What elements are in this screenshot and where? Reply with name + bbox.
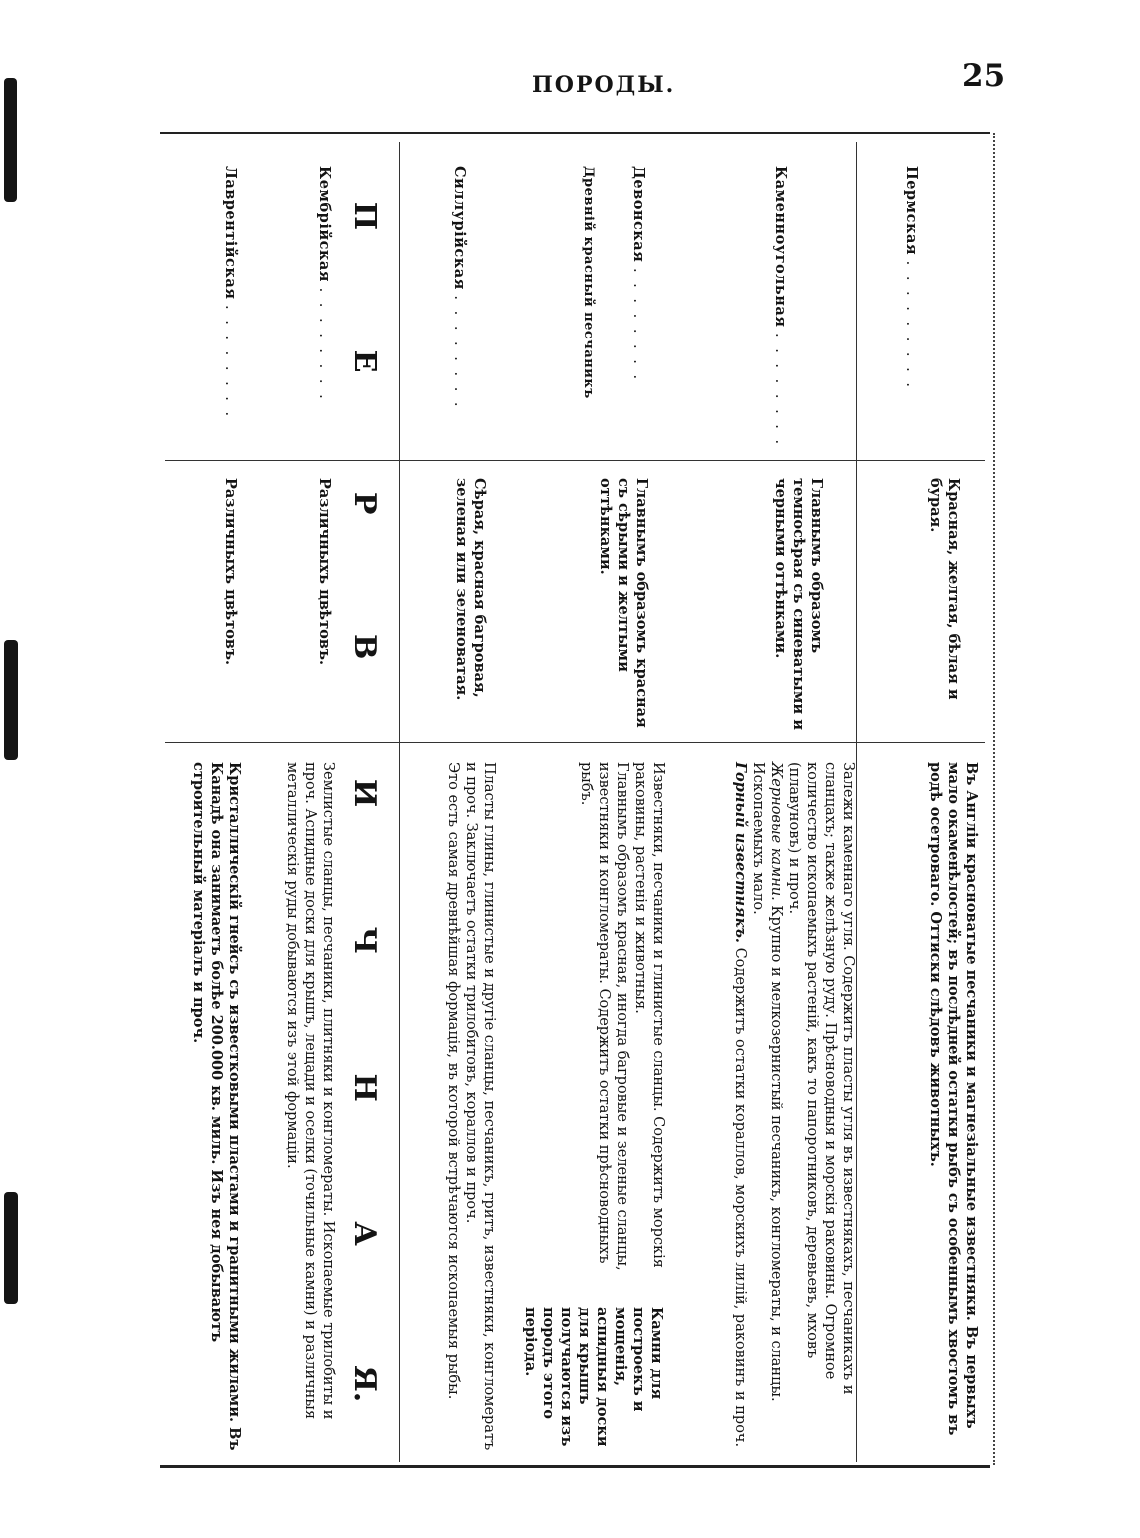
top-rule: [160, 132, 990, 134]
row-color: Главнымъ образомъ темносѣрая съ синеватыми и черными оттѣнками.: [772, 478, 825, 730]
row-name: Силлурійская . . . . . . . .: [451, 166, 468, 410]
row-color: Красная, желтая, бѣлая и бурая.: [927, 478, 962, 700]
row-side-note: Камни для построекъ и мощенія, аспидныя доски для крышъ получаются изъ породъ этого періода.: [522, 1307, 665, 1447]
row-sub-name: Древній красный песчаникъ: [581, 166, 596, 399]
scan-margin-mark: [4, 78, 17, 202]
row-description: Залежи каменнаго угля. Содержитъ пласты угля въ известнякахъ, песчаникахъ и сланцахъ; также желѣзную руду. Прѣсноводныя и морскія раковины. Огромное количество ископаемыхъ растеній, какъ то папоротниковъ, деревьевъ, мховъ (плавуновъ) и проч. Жерновые камни. Крупно и мелкозернистый песчаникъ, конгломераты, и сланцы. Ископаемыхъ мало. Горный известнякъ. Содержитъ остатки кораллов, морскихъ лилій, раковинъ и проч.: [732, 762, 856, 1448]
right-dotted-rule: [993, 133, 995, 1465]
row-color: Сѣрая, красная багровая, зеленая или зеленоватая.: [453, 478, 488, 701]
row-description: Въ Англіи красноватые песчаники и магнезіальные известняки. Въ первыхъ мало окаменѣлостей; въ послѣдней остатки рыбъ съ особеннымъ хвостомъ въ родѣ осетроваго. Оттиски слѣдовъ животныхъ.: [927, 762, 980, 1436]
page-number: 25: [962, 58, 1006, 94]
scan-margin-mark: [4, 1192, 18, 1304]
era-letter: Е: [347, 349, 383, 373]
row-description: Землистые сланцы, песчаники, плитняки и конгломераты. Ископаемые трилобиты и проч. Аспидные доски для крышъ, лещади и оселки (точильные камни) и различныя металлическія руды добываются изъ этой формаціи.: [284, 762, 336, 1420]
row-name: Девонская . . . . . . . .: [630, 166, 647, 383]
scan-margin-mark: [4, 640, 18, 760]
rock-formations-table: [165, 142, 985, 1462]
row-name: Каменноугольная . . . . . . . .: [772, 166, 789, 448]
column-divider: [399, 142, 400, 1462]
page-title: ПОРОДЫ.: [532, 72, 676, 98]
row-color: Главнымъ образомъ красная съ сѣрыми и желтыми оттѣнками.: [597, 478, 650, 728]
row-color: Различныхъ цвѣтовъ.: [316, 478, 333, 665]
era-label: [343, 142, 387, 1462]
row-description: Пласты глины, глинистые и другіе сланцы, песчаникъ, гритъ, известняки, конгломератъ и проч. Заключаетъ остатки трилобитовъ, кораллов и проч. Это есть самая древнѣйшая формація, въ которой встрѣчаются ископаемыя рыбы.: [445, 762, 497, 1451]
table-row: [862, 142, 980, 1462]
era-letter: А: [347, 1221, 383, 1246]
table-row: [168, 142, 243, 1462]
era-letter: П: [347, 201, 383, 231]
row-name: Пермская . . . . . . . . .: [903, 166, 920, 390]
era-letter: Н: [347, 1073, 383, 1102]
era-letter: Ч: [347, 926, 383, 955]
row-name: Кембрійская . . . . . . . .: [316, 166, 333, 402]
row-description: Кристаллическій гнейсъ съ известковыми пластами и гранитными жилами. Въ Канадѣ она занимаетъ болѣе 200.000 кв. миль. Изъ нея добываютъ строительный матеріалъ и проч.: [190, 762, 243, 1451]
table-row: [403, 142, 523, 1462]
era-letter: Р: [347, 491, 383, 515]
table-row: [705, 142, 857, 1462]
era-letter: Я.: [347, 1365, 383, 1403]
row-color: Различныхъ цвѣтовъ.: [222, 478, 239, 665]
era-letter: В: [347, 633, 383, 660]
row-description: Известняки, песчаники и глинистые сланцы. Содержитъ морскія раковины, растенія и животныя. Главнымъ образомъ красная, иногда багровые и зеленые сланцы, известняки и конгломераты. Содержитъ остатки прѣсноводныхъ рыбъ.: [578, 762, 666, 1271]
era-letter: И: [347, 778, 383, 808]
table-row: [522, 142, 685, 1462]
bottom-rule: [160, 1465, 990, 1468]
table-row: [257, 142, 337, 1462]
row-name: Лаврентійская . . . . . . . .: [222, 166, 239, 420]
